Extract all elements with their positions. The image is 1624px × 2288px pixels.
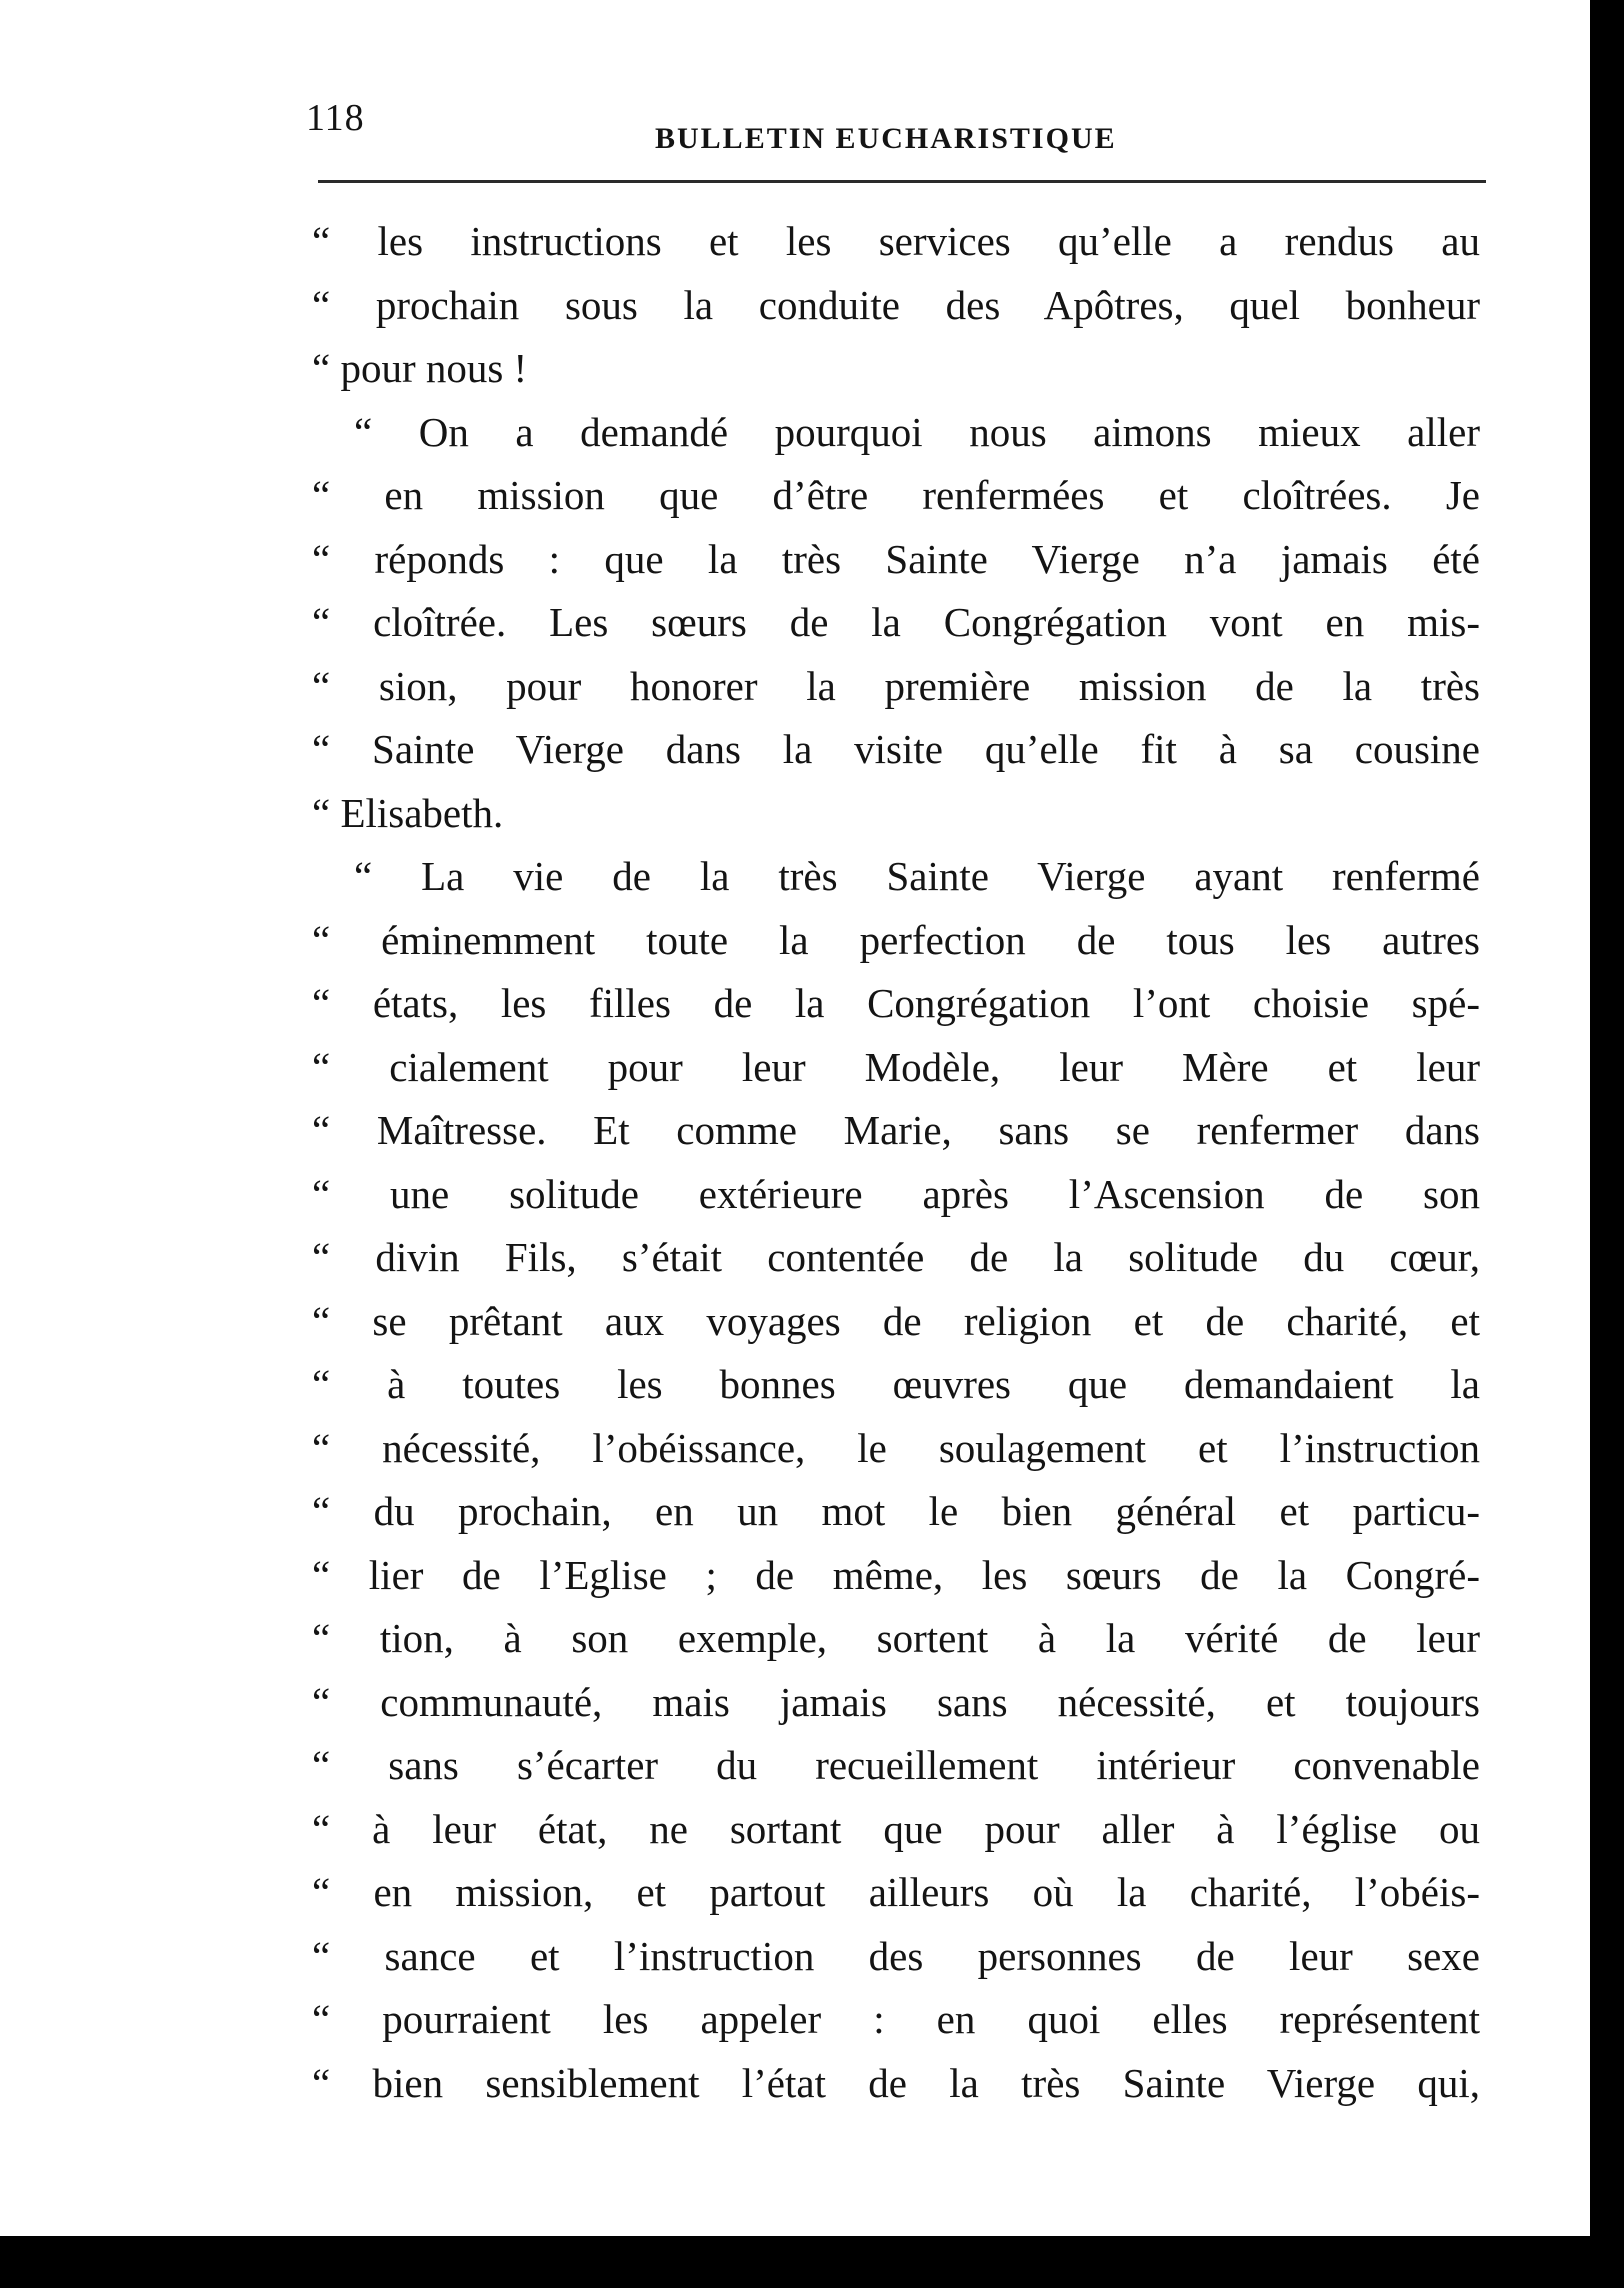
- text-line: “ en mission que d’être renfermées et cloîtrées. Je: [312, 472, 1480, 518]
- text-line: “ sans s’écarter du recueillement intérieur convenable: [312, 1742, 1480, 1788]
- text-line: “ On a demandé pourquoi nous aimons mieux aller: [354, 408, 1480, 455]
- text-line: “ divin Fils, s’était contentée de la solitude du cœur,: [312, 1234, 1480, 1280]
- text-line: “ Maîtresse. Et comme Marie, sans se renfermer dans: [312, 1107, 1480, 1153]
- header-rule: [318, 180, 1486, 183]
- text-line: “ sion, pour honorer la première mission de la très: [312, 662, 1480, 709]
- text-line: “ tion, à son exemple, sortent à la vérité de leur: [312, 1615, 1480, 1661]
- text-line: “ éminemment toute la perfection de tous les autres: [312, 916, 1480, 963]
- text-line: “ du prochain, en un mot le bien général et particu-: [312, 1488, 1480, 1534]
- text-line: “ à toutes les bonnes œuvres que demandaient la: [312, 1361, 1480, 1407]
- body-text: [312, 210, 1480, 2115]
- text-line: “ La vie de la très Sainte Vierge ayant renfermé: [354, 853, 1480, 899]
- text-line: “ cloîtrée. Les sœurs de la Congrégation vont en mis-: [312, 599, 1480, 645]
- text-line: “ prochain sous la conduite des Apôtres, quel bonheur: [312, 281, 1480, 328]
- running-title: BULLETIN EUCHARISTIQUE: [655, 122, 1117, 155]
- text-line: “ lier de l’Eglise ; de même, les sœurs de la Congré-: [312, 1551, 1480, 1598]
- text-line: “ cialement pour leur Modèle, leur Mère et leur: [312, 1043, 1480, 1090]
- text-line: “ états, les filles de la Congrégation l’ont choisie spé-: [312, 980, 1480, 1026]
- text-line: “ Elisabeth.: [312, 789, 504, 836]
- scan-border-bottom: [0, 2236, 1624, 2288]
- text-line: “ en mission, et partout ailleurs où la charité, l’obéis-: [312, 1869, 1480, 1915]
- text-line: “ les instructions et les services qu’elle a rendus au: [312, 218, 1480, 264]
- text-line: “ une solitude extérieure après l’Ascension de son: [312, 1170, 1480, 1217]
- text-line: “ Sainte Vierge dans la visite qu’elle fit à sa cousine: [312, 726, 1480, 772]
- text-line: “ réponds : que la très Sainte Vierge n’a jamais été: [312, 535, 1480, 582]
- text-line: “ communauté, mais jamais sans nécessité, et toujours: [312, 1678, 1480, 1725]
- text-line: “ pourraient les appeler : en quoi elles représentent: [312, 1996, 1480, 2042]
- text-line: “ à leur état, ne sortant que pour aller à l’église ou: [312, 1805, 1480, 1852]
- text-line: “ sance et l’instruction des personnes de leur sexe: [312, 1932, 1480, 1979]
- text-line: “ bien sensiblement l’état de la très Sainte Vierge qui,: [312, 2059, 1480, 2106]
- text-line: “ nécessité, l’obéissance, le soulagement et l’instruction: [312, 1424, 1480, 1471]
- page-number: 118: [306, 97, 365, 139]
- text-line: “ se prêtant aux voyages de religion et de charité, et: [312, 1297, 1480, 1344]
- scan-border-right: [1590, 0, 1624, 2288]
- text-line: “ pour nous !: [312, 345, 528, 391]
